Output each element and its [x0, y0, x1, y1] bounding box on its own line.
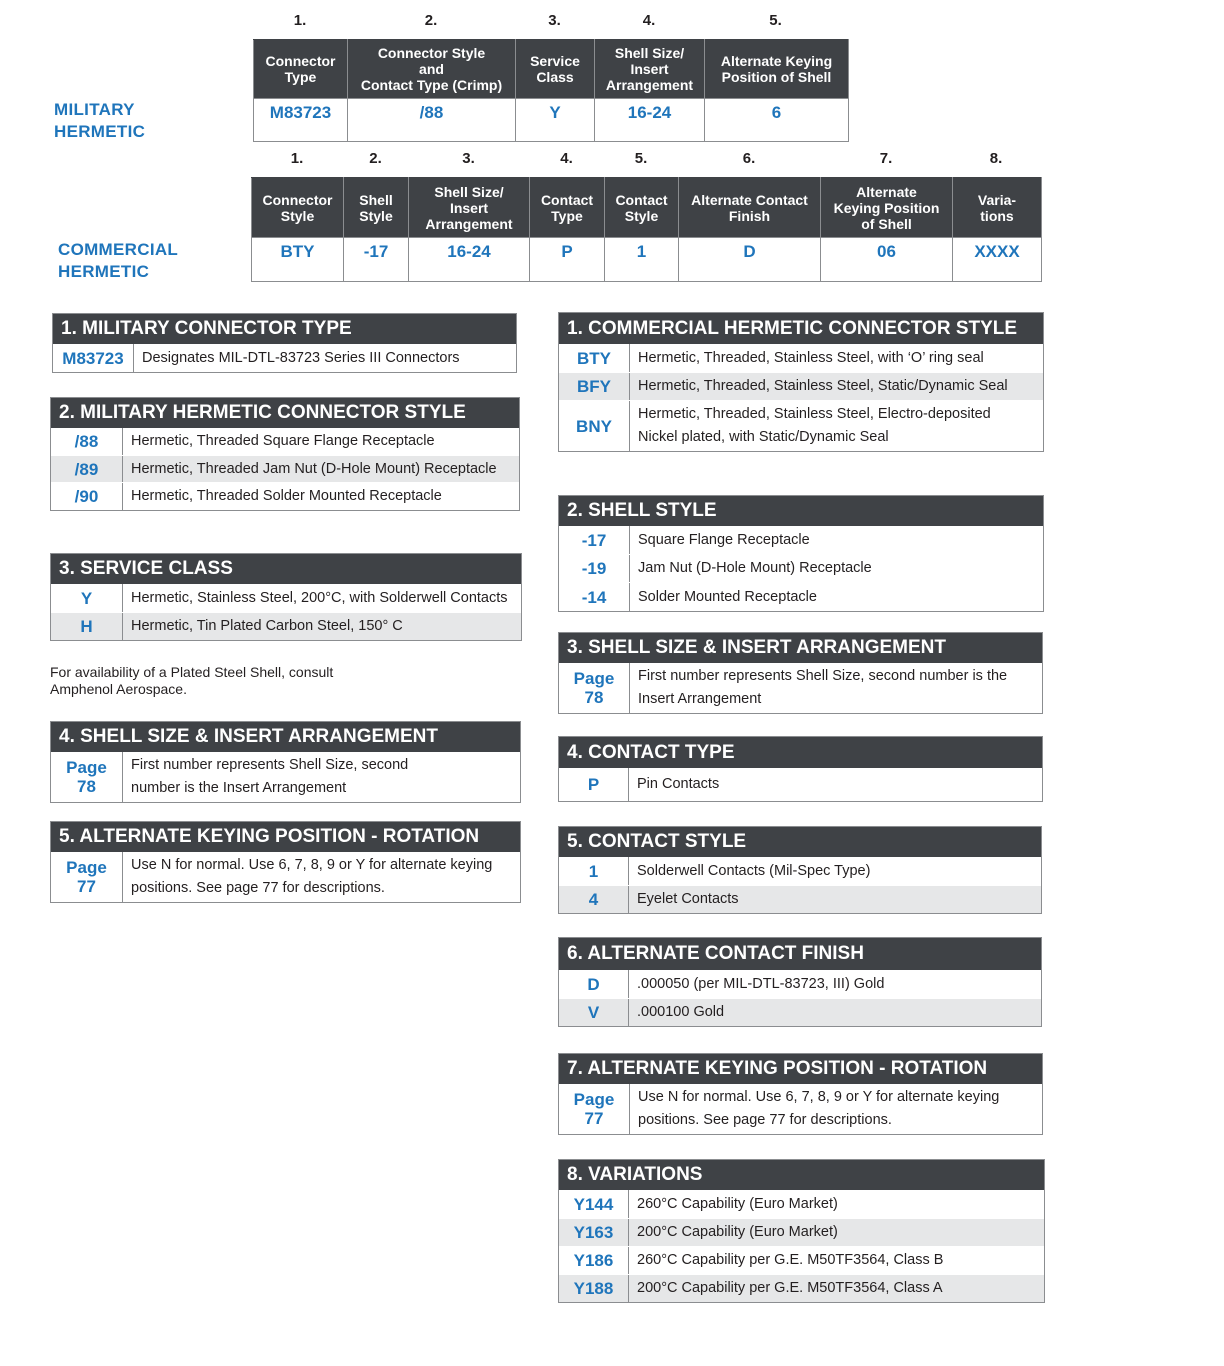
box-title: 3. SERVICE CLASS [51, 554, 521, 584]
keying-rotation-box-right [558, 1053, 1043, 1135]
list-item [51, 612, 521, 640]
com-header-shell-style: Shell Style [344, 178, 409, 238]
com-header-connector-style: Connector Style [252, 178, 344, 238]
com-value-variations: XXXX [953, 238, 1042, 282]
item-code: -14 [559, 583, 630, 611]
shell-style-box [558, 495, 1044, 612]
mil-header-shell-size: Shell Size/ Insert Arrangement [595, 40, 705, 99]
list-item [53, 344, 516, 372]
com-col-number: 4. [560, 150, 573, 167]
mil-col-number: 4. [642, 12, 656, 29]
item-code: Y [51, 584, 123, 612]
list-item [559, 1084, 1042, 1134]
box-title: 8. VARIATIONS [559, 1160, 1044, 1190]
com-value-shell-size: 16-24 [409, 238, 530, 282]
item-code: BFY [559, 373, 630, 400]
contact-style-box [558, 826, 1042, 914]
item-description: Designates MIL-DTL-83723 Series III Connectors [142, 349, 460, 366]
com-col-number: 8. [989, 150, 1003, 167]
list-item [559, 1218, 1044, 1246]
com-header-variations: Varia- tions [953, 178, 1042, 238]
item-code: 1 [559, 857, 629, 885]
com-col-number: 7. [879, 150, 893, 167]
item-code: 4 [559, 886, 629, 913]
mil-col-number: 3. [548, 12, 561, 29]
list-item [51, 852, 520, 902]
mil-header-keying: Alternate Keying Position of Shell [705, 40, 849, 99]
item-description: 200°C Capability (Euro Market) [637, 1224, 838, 1240]
box-title: 3. SHELL SIZE & INSERT ARRANGEMENT [559, 633, 1042, 663]
item-code: Y144 [559, 1190, 629, 1218]
box-title: 2. SHELL STYLE [559, 496, 1043, 526]
box-title: 1. COMMERCIAL HERMETIC CONNECTOR STYLE [559, 313, 1043, 344]
note-line: For availability of a Plated Steel Shell, consult [50, 664, 334, 680]
item-code: /89 [51, 456, 123, 482]
box-title: 6. ALTERNATE CONTACT FINISH [559, 938, 1041, 970]
com-value-contact-finish: D [679, 238, 821, 282]
item-description: Hermetic, Threaded Solder Mounted Receptacle [131, 488, 442, 504]
list-item [559, 1190, 1044, 1218]
com-header-keying: Alternate Keying Position of Shell [821, 178, 953, 238]
list-item [559, 554, 1043, 582]
item-description: Hermetic, Stainless Steel, 200°C, with Solderwell Contacts [131, 589, 508, 606]
item-description: 260°C Capability (Euro Market) [637, 1195, 838, 1212]
com-col-number: 1. [290, 150, 304, 167]
item-description: Use N for normal. Use 6, 7, 8, 9 or Y for alternate keying positions. See page 77 for descriptions. [638, 1089, 1000, 1128]
item-description: Hermetic, Threaded, Stainless Steel, with ‘O’ ring seal [638, 349, 984, 366]
mil-value-shell-size: 16-24 [595, 99, 705, 142]
list-item [51, 482, 519, 510]
com-header-contact-finish: Alternate Contact Finish [679, 178, 821, 238]
item-code: Y186 [559, 1247, 629, 1274]
item-code: Y163 [559, 1219, 629, 1246]
mil-value-connector-type: M83723 [254, 99, 348, 142]
item-description: First number represents Shell Size, second number is the Insert Arrangement [638, 668, 1008, 707]
item-description: Square Flange Receptacle [638, 531, 810, 548]
com-header-contact-style: Contact Style [605, 178, 679, 238]
com-col-number: 2. [369, 150, 382, 167]
box-title: 1. MILITARY CONNECTOR TYPE [53, 314, 516, 344]
page-reference[interactable]: Page 78 [51, 752, 123, 802]
box-title: 5. CONTACT STYLE [559, 827, 1041, 857]
variations-box [558, 1159, 1045, 1303]
com-value-contact-style: 1 [605, 238, 679, 282]
list-item [559, 1274, 1044, 1302]
item-description: Hermetic, Threaded Square Flange Receptacle [131, 433, 435, 449]
item-description: .000100 Gold [637, 1004, 725, 1020]
item-code: M83723 [53, 344, 134, 372]
item-code: -19 [559, 555, 630, 582]
box-title: 2. MILITARY HERMETIC CONNECTOR STYLE [51, 398, 519, 428]
page-reference[interactable]: Page 78 [559, 663, 630, 713]
item-description: Solderwell Contacts (Mil-Spec Type) [637, 862, 871, 879]
item-description: 260°C Capability per G.E. M50TF3564, Class B [637, 1252, 944, 1268]
item-code: H [51, 613, 123, 640]
com-col-number: 5. [634, 150, 648, 167]
box-title: 4. SHELL SIZE & INSERT ARRANGEMENT [51, 722, 520, 752]
shell-size-box-right [558, 632, 1043, 714]
com-value-keying: 06 [821, 238, 953, 282]
list-item [559, 372, 1043, 400]
item-code: -17 [559, 526, 630, 554]
contact-type-box [558, 736, 1043, 802]
item-description: 200°C Capability per G.E. M50TF3564, Class A [637, 1280, 943, 1296]
box-title: 7. ALTERNATE KEYING POSITION - ROTATION [559, 1054, 1042, 1084]
item-description: Hermetic, Threaded, Stainless Steel, Static/Dynamic Seal [638, 378, 1008, 394]
item-description: Jam Nut (D-Hole Mount) Receptacle [638, 560, 872, 576]
item-description: Solder Mounted Receptacle [638, 588, 817, 605]
list-item [559, 582, 1043, 611]
list-item [559, 344, 1043, 372]
keying-rotation-box-left [50, 821, 521, 903]
commercial-connector-style-box [558, 312, 1044, 452]
military-connector-type-box [52, 313, 517, 373]
item-code: /88 [51, 428, 123, 455]
list-item [559, 663, 1042, 713]
commercial-label-line2: HERMETIC [58, 262, 150, 281]
military-label-line1: MILITARY [54, 100, 135, 119]
shell-size-box-left [50, 721, 521, 803]
list-item [559, 970, 1041, 998]
item-description: First number represents Shell Size, second number is the Insert Arrangement [131, 757, 409, 796]
list-item [51, 428, 519, 455]
item-code: BNY [559, 401, 630, 451]
list-item [559, 885, 1041, 913]
list-item [559, 998, 1041, 1026]
mil-col-number: 5. [769, 12, 782, 29]
list-item [51, 455, 519, 482]
box-title: 4. CONTACT TYPE [559, 737, 1042, 768]
mil-header-connector-style: Connector Style and Contact Type (Crimp) [348, 40, 516, 99]
box-title: 5. ALTERNATE KEYING POSITION - ROTATION [51, 822, 520, 852]
item-description: Pin Contacts [637, 776, 720, 792]
com-value-shell-style: -17 [344, 238, 409, 282]
com-value-connector-style: BTY [252, 238, 344, 282]
list-item [559, 526, 1043, 554]
mil-value-service-class: Y [516, 99, 595, 142]
commercial-order-code-table [251, 177, 1042, 282]
item-code: BTY [559, 344, 630, 372]
com-value-contact-type: P [530, 238, 605, 282]
plated-shell-note [50, 664, 333, 698]
com-header-shell-size: Shell Size/ Insert Arrangement [409, 178, 530, 238]
item-code: Y188 [559, 1275, 629, 1302]
item-description: Eyelet Contacts [637, 891, 739, 907]
commercial-label-line1: COMMERCIAL [58, 240, 179, 259]
commercial-hermetic-label [58, 239, 178, 283]
item-code: P [559, 768, 629, 801]
list-item [559, 400, 1043, 451]
mil-header-service-class: Service Class [516, 40, 595, 99]
military-hermetic-label [54, 99, 145, 143]
com-col-number: 3. [462, 150, 475, 167]
item-code: V [559, 999, 629, 1026]
military-order-code-table [253, 39, 849, 142]
item-code: D [559, 970, 629, 998]
military-connector-style-box [50, 397, 520, 511]
mil-header-connector-type: Connector Type [254, 40, 348, 99]
mil-value-connector-style: /88 [348, 99, 516, 142]
note-line: Amphenol Aerospace. [50, 681, 187, 697]
military-label-line2: HERMETIC [54, 122, 146, 141]
list-item [559, 1246, 1044, 1274]
page-reference[interactable]: Page 77 [51, 852, 123, 902]
item-description: Hermetic, Threaded Jam Nut (D-Hole Mount) Receptacle [131, 460, 497, 477]
service-class-box [50, 553, 522, 641]
list-item [559, 857, 1041, 885]
item-description: .000050 (per MIL-DTL-83723, III) Gold [637, 975, 885, 992]
item-description: Hermetic, Tin Plated Carbon Steel, 150° C [131, 618, 403, 634]
list-item [559, 768, 1042, 801]
mil-value-keying: 6 [705, 99, 849, 142]
item-description: Use N for normal. Use 6, 7, 8, 9 or Y for alternate keying positions. See page 77 for descriptions. [131, 857, 493, 896]
mil-col-number: 2. [424, 12, 438, 29]
item-code: /90 [51, 483, 123, 510]
contact-finish-box [558, 937, 1042, 1027]
com-col-number: 6. [742, 150, 756, 167]
item-description: Hermetic, Threaded, Stainless Steel, Electro-deposited Nickel plated, with Static/Dynamic Seal [638, 406, 991, 445]
com-header-contact-type: Contact Type [530, 178, 605, 238]
list-item [51, 752, 520, 802]
page-reference[interactable]: Page 77 [559, 1084, 630, 1134]
list-item [51, 584, 521, 612]
mil-col-number: 1. [293, 12, 307, 29]
